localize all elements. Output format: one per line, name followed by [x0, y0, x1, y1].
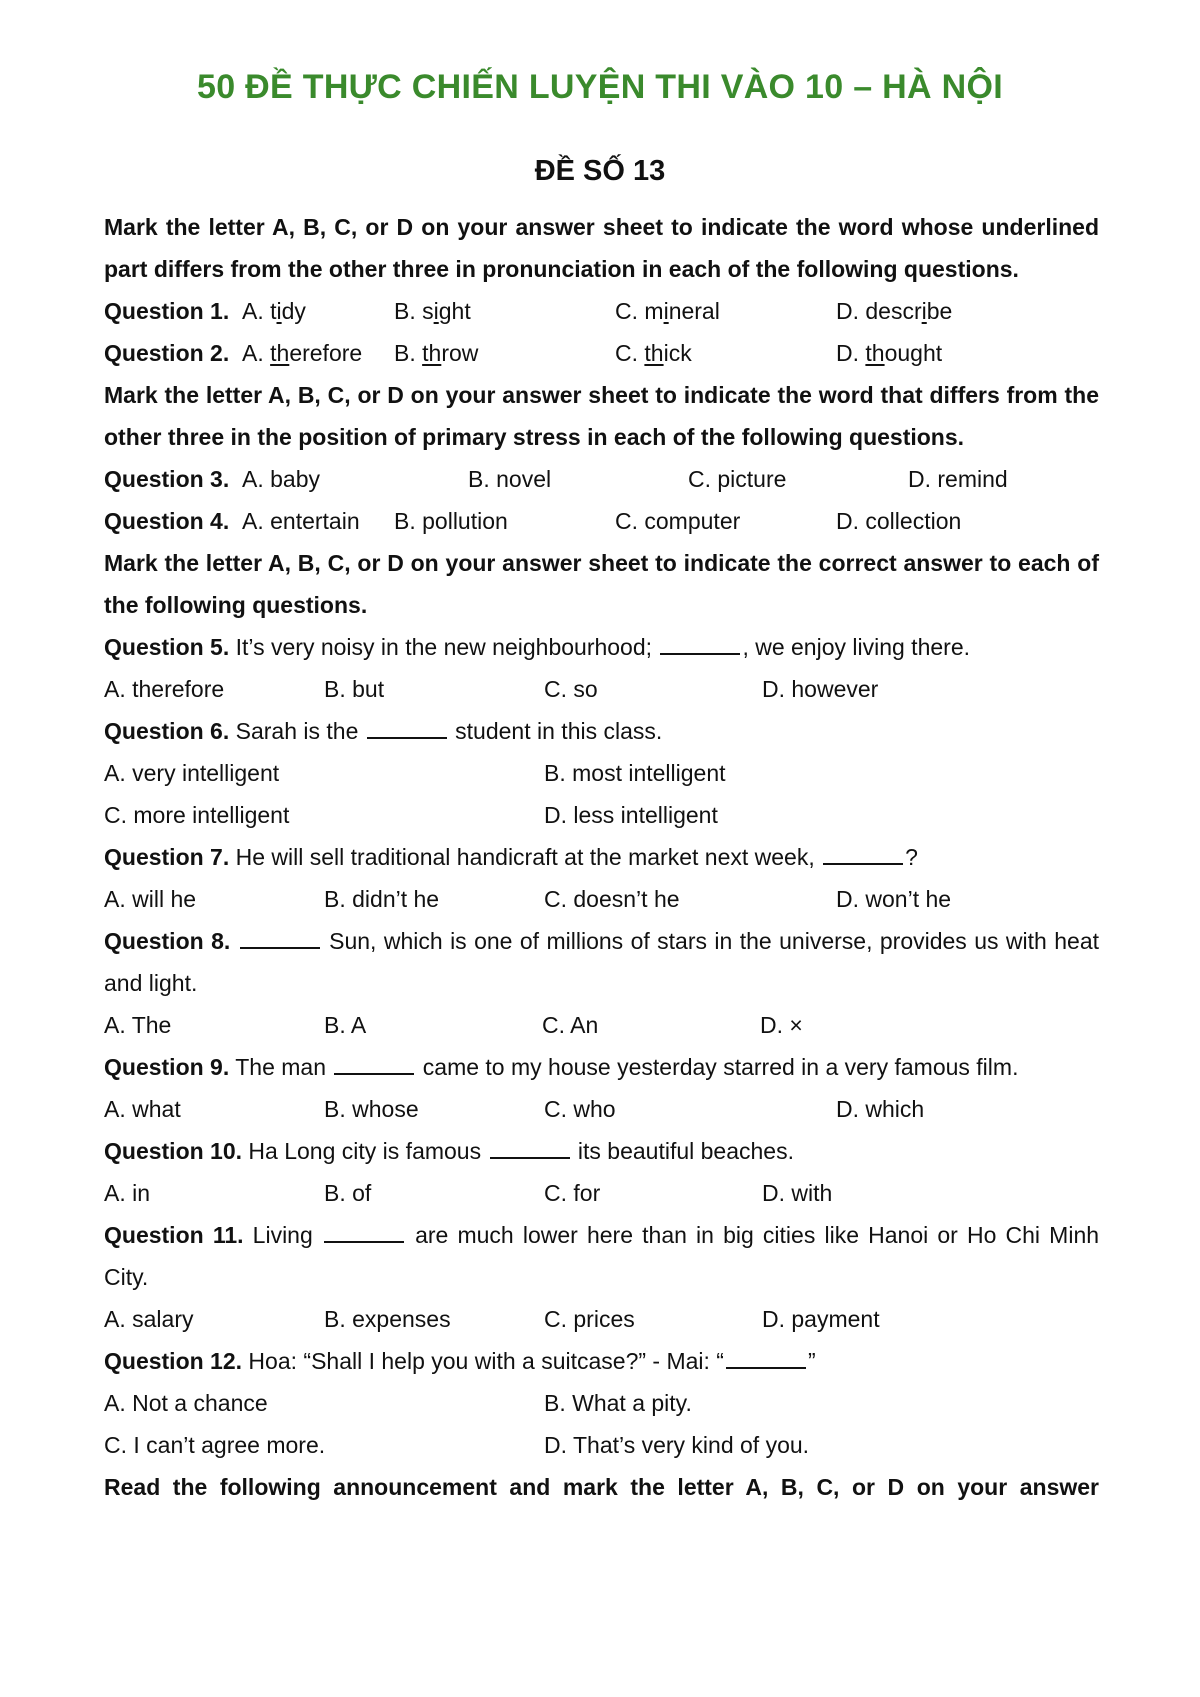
option-a: A. Not a chance [104, 1390, 268, 1416]
option-d: D. describe [836, 298, 953, 324]
question-12-stem: Question 12. Hoa: “Shall I help you with a suitcase?” - Mai: “ ” [104, 1340, 1099, 1382]
question-3 [104, 458, 1099, 500]
question-7-options [104, 878, 1099, 920]
option-c: C. so [544, 676, 598, 702]
option-d: D. won’t he [836, 886, 952, 912]
question-number: Question 3. [104, 466, 230, 492]
question-10-options [104, 1172, 1099, 1214]
question-6-stem: Question 6. Sarah is the student in this class. [104, 710, 1099, 752]
option-a: A. baby [242, 466, 320, 492]
answer-blank [324, 1217, 404, 1243]
question-10-stem: Question 10. Ha Long city is famous its beautiful beaches. [104, 1130, 1099, 1172]
exam-body [104, 206, 1099, 1508]
option-d: D. thought [836, 340, 943, 366]
instruction-announcement: Read the following announcement and mark the letter A, B, C, or D on your answer [104, 1474, 1099, 1500]
option-a: A. what [104, 1096, 181, 1122]
option-a: A. therefore [242, 340, 363, 366]
option-a: A. very intelligent [104, 760, 280, 786]
option-c: C. computer [615, 508, 741, 534]
option-b: B. What a pity. [544, 1390, 692, 1416]
question-number: Question 7. [104, 844, 230, 870]
answer-blank [240, 923, 320, 949]
instruction-correct-answer: Mark the letter A, B, C, or D on your answer sheet to indicate the correct answer to each of the following questions. [104, 550, 1099, 618]
question-8-stem: Question 8. Sun, which is one of millions of stars in the universe, provides us with heat and light. [104, 920, 1099, 1004]
option-c: C. doesn’t he [544, 886, 680, 912]
option-b: B. novel [468, 466, 552, 492]
question-5-options [104, 668, 1099, 710]
option-d: D. less intelligent [544, 802, 718, 828]
option-a: A. salary [104, 1306, 194, 1332]
option-c: C. picture [688, 466, 787, 492]
option-c: C. An [542, 1012, 599, 1038]
instruction-pronunciation: Mark the letter A, B, C, or D on your answer sheet to indicate the word whose underlined part differs from the other three in pronunciation in each of the following questions. [104, 214, 1099, 282]
question-number: Question 8. [104, 928, 231, 954]
answer-blank [823, 839, 903, 865]
answer-blank [367, 713, 447, 739]
question-number: Question 1. [104, 298, 230, 324]
question-number: Question 4. [104, 508, 230, 534]
document-title: 50 ĐỀ THỰC CHIẾN LUYỆN THI VÀO 10 – HÀ NỘI [197, 68, 1003, 106]
question-number: Question 10. [104, 1138, 243, 1164]
question-number: Question 11. [104, 1222, 244, 1248]
question-6-options-2 [104, 794, 1099, 836]
option-b: B. most intelligent [544, 760, 726, 786]
question-8-options [104, 1004, 1099, 1046]
option-a: A. tidy [242, 298, 306, 324]
option-c: C. mineral [615, 298, 720, 324]
option-d: D. however [762, 676, 879, 702]
option-a: A. in [104, 1180, 151, 1206]
question-number: Question 9. [104, 1054, 230, 1080]
question-5-stem: Question 5. It’s very noisy in the new neighbourhood; , we enjoy living there. [104, 626, 1099, 668]
option-d: D. That’s very kind of you. [544, 1432, 810, 1458]
option-b: B. of [324, 1180, 372, 1206]
question-9-options [104, 1088, 1099, 1130]
option-a: A. therefore [104, 676, 225, 702]
question-12-options-2 [104, 1424, 1099, 1466]
question-2 [104, 332, 1099, 374]
question-9-stem: Question 9. The man came to my house yesterday starred in a very famous film. [104, 1046, 1099, 1088]
question-1 [104, 290, 1099, 332]
option-b: B. whose [324, 1096, 419, 1122]
question-number: Question 2. [104, 340, 230, 366]
option-d: D. payment [762, 1306, 880, 1332]
option-a: A. will he [104, 886, 197, 912]
option-d: D. × [760, 1012, 803, 1038]
option-c: C. I can’t agree more. [104, 1432, 326, 1458]
option-c: C. thick [615, 340, 692, 366]
option-b: B. expenses [324, 1306, 451, 1332]
option-b: B. throw [394, 340, 479, 366]
option-b: B. A [324, 1012, 367, 1038]
answer-blank [334, 1049, 414, 1075]
option-b: B. but [324, 676, 385, 702]
question-11-stem: Question 11. Living are much lower here than in big cities like Hanoi or Ho Chi Minh City. [104, 1214, 1099, 1298]
answer-blank [660, 629, 740, 655]
answer-blank [726, 1343, 806, 1369]
question-4 [104, 500, 1099, 542]
option-c: C. for [544, 1180, 601, 1206]
option-d: D. which [836, 1096, 925, 1122]
option-d: D. collection [836, 508, 962, 534]
instruction-stress: Mark the letter A, B, C, or D on your answer sheet to indicate the word that differs from the other three in the position of primary stress in each of the following questions. [104, 382, 1099, 450]
option-a: A. The [104, 1012, 172, 1038]
question-11-options [104, 1298, 1099, 1340]
option-b: B. sight [394, 298, 471, 324]
exam-number: ĐỀ SỐ 13 [534, 155, 666, 187]
answer-blank [490, 1133, 570, 1159]
question-6-options-1 [104, 752, 1099, 794]
option-b: B. didn’t he [324, 886, 440, 912]
question-number: Question 6. [104, 718, 230, 744]
question-number: Question 12. [104, 1348, 243, 1374]
question-12-options-1 [104, 1382, 1099, 1424]
option-d: D. with [762, 1180, 833, 1206]
option-c: C. prices [544, 1306, 635, 1332]
option-c: C. who [544, 1096, 616, 1122]
option-b: B. pollution [394, 508, 508, 534]
question-number: Question 5. [104, 634, 230, 660]
option-d: D. remind [908, 466, 1008, 492]
option-c: C. more intelligent [104, 802, 290, 828]
option-a: A. entertain [242, 508, 360, 534]
question-7-stem: Question 7. He will sell traditional handicraft at the market next week, ? [104, 836, 1099, 878]
